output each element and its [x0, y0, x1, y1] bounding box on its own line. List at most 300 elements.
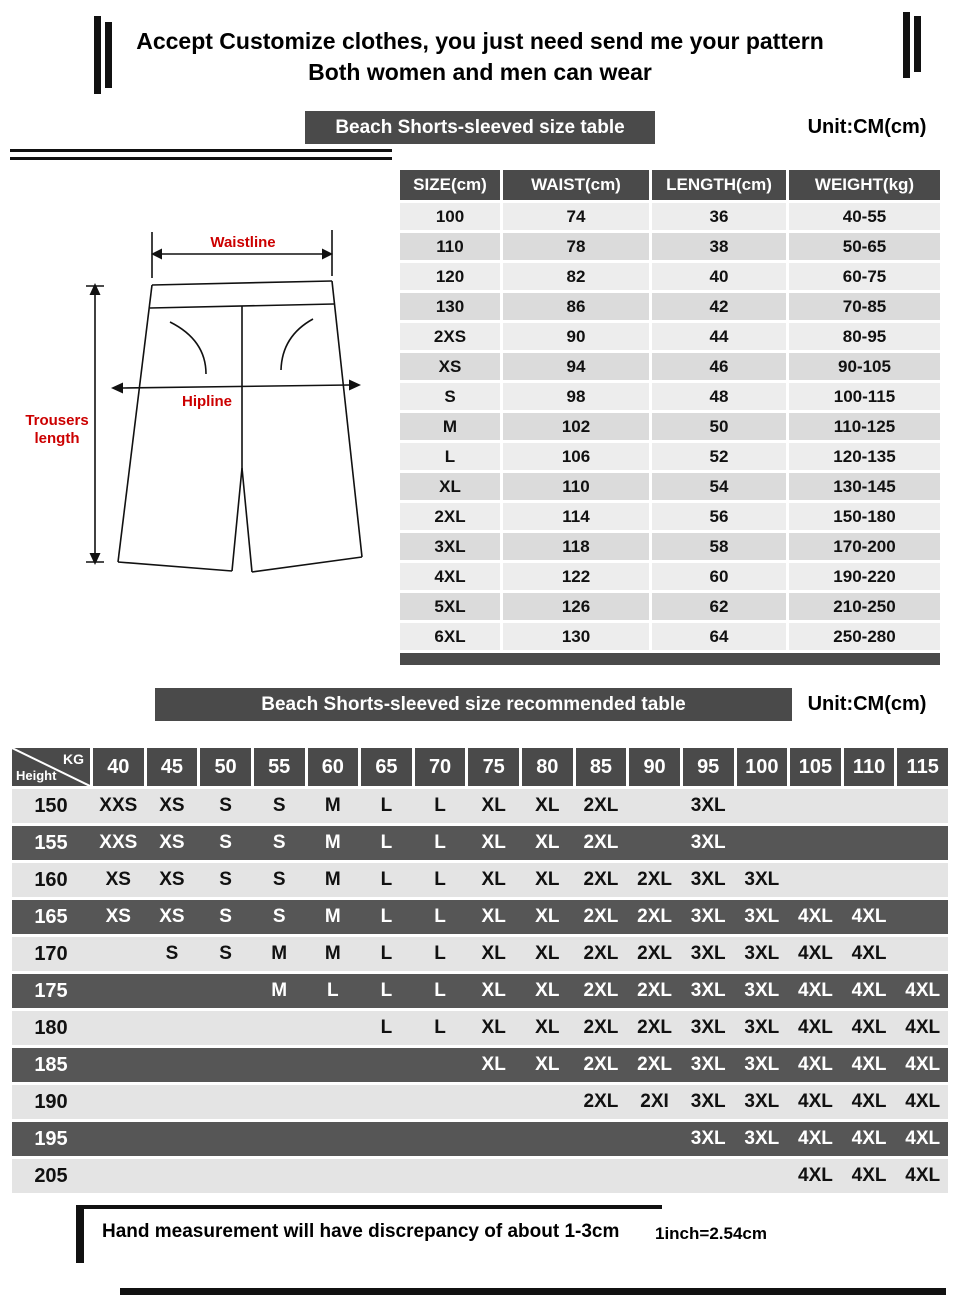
- size-table-row: [400, 383, 940, 410]
- recommended-size-cell: [147, 1048, 198, 1082]
- size-table-cell: 120: [400, 263, 500, 290]
- recommended-size-cell: [361, 1085, 412, 1119]
- recommended-size-cell: L: [434, 943, 446, 964]
- recommended-size-cell: [308, 1122, 359, 1156]
- weight-header-cell: 90: [629, 748, 680, 786]
- recommended-size-cell: [254, 1159, 305, 1193]
- recommended-table-row: [12, 900, 948, 934]
- recommended-size-cell: [415, 1159, 466, 1193]
- size-table-cell: 110: [400, 233, 500, 260]
- size-table-cell: 130-145: [789, 473, 940, 500]
- size-table-cell: 50-65: [789, 233, 940, 260]
- recommended-table-row: [12, 1048, 948, 1082]
- recommended-size-cell: 3XL: [744, 1091, 780, 1112]
- recommended-size-cell: 4XL: [798, 1165, 833, 1186]
- height-label-cell: 160: [34, 868, 68, 891]
- recommended-size-cell: [254, 1122, 305, 1156]
- recommended-table-row: [12, 826, 948, 860]
- recommended-size-cell: 3XL: [690, 795, 726, 816]
- size-table-row: [400, 533, 940, 560]
- recommended-size-cell: XL: [481, 906, 506, 927]
- size-table-row: [400, 413, 940, 440]
- measurement-note: Hand measurement will have discrepancy of about 1-3cm: [102, 1221, 620, 1242]
- section1-unit-label: Unit:CM(cm): [807, 116, 927, 138]
- size-table-cell: 114: [503, 503, 649, 530]
- size-table-cell: 122: [503, 563, 649, 590]
- recommended-size-cell: 3XL: [690, 943, 726, 964]
- size-table-row: [400, 203, 940, 230]
- recommended-size-cell: S: [219, 869, 232, 890]
- recommended-size-cell: L: [380, 943, 393, 964]
- recommended-size-cell: 3XL: [744, 906, 780, 927]
- recommended-size-cell: S: [272, 869, 286, 890]
- recommended-size-cell: [147, 1085, 198, 1119]
- weight-header-cell: 85: [576, 748, 627, 786]
- recommended-size-cell: [415, 1085, 466, 1119]
- size-table-cell: 42: [652, 293, 786, 320]
- recommended-size-cell: S: [272, 832, 286, 853]
- recommended-table-row: [12, 1159, 948, 1193]
- size-table-cell: 5XL: [400, 593, 500, 620]
- recommended-size-cell: 3XL: [744, 1128, 780, 1149]
- size-table-cell: 2XS: [400, 323, 500, 350]
- recommended-table-row: [12, 1011, 948, 1045]
- height-label-cell: 205: [34, 1164, 68, 1187]
- size-table-cell: 62: [652, 593, 786, 620]
- recommended-size-cell: 2XL: [637, 1017, 672, 1038]
- size-table-cell: 126: [503, 593, 649, 620]
- recommended-size-cell: XL: [535, 1054, 560, 1075]
- recommended-size-cell: L: [380, 832, 393, 853]
- divider-line: [10, 157, 392, 160]
- recommended-size-cell: [468, 1122, 519, 1156]
- recommended-size-cell: 3XL: [690, 832, 726, 853]
- recommended-size-cell: 3XL: [690, 1017, 726, 1038]
- recommended-size-cell: L: [434, 795, 446, 816]
- section1-title-bar: Beach Shorts-sleeved size table: [305, 111, 655, 144]
- recommended-size-cell: XL: [481, 980, 506, 1001]
- height-label-cell: 175: [34, 979, 68, 1002]
- size-table-cell: 80-95: [789, 323, 940, 350]
- recommended-size-cell: S: [219, 795, 232, 816]
- recommended-size-cell: S: [219, 832, 232, 853]
- corner-height-label: Height: [16, 768, 57, 783]
- recommended-size-cell: [93, 1122, 144, 1156]
- recommended-size-cell: 3XL: [690, 1054, 726, 1075]
- waistline-label: Waistline: [210, 234, 276, 251]
- recommended-size-cell: 2XL: [583, 795, 619, 816]
- recommended-size-cell: 2XI: [640, 1091, 669, 1112]
- recommended-size-cell: XXS: [99, 832, 138, 853]
- recommended-size-cell: 4XL: [851, 1017, 887, 1038]
- trousers-length-label-line1: Trousers: [25, 412, 89, 429]
- kg-height-corner-cell: [12, 748, 90, 786]
- recommended-size-cell: XS: [105, 906, 131, 927]
- recommended-size-cell: 3XL: [744, 869, 780, 890]
- recommended-size-cell: [308, 1011, 359, 1045]
- size-table-cell: 130: [503, 623, 649, 650]
- size-table-cell: 60: [652, 563, 786, 590]
- recommended-size-cell: L: [380, 795, 393, 816]
- size-table-cell: 4XL: [400, 563, 500, 590]
- recommended-size-cell: [361, 1122, 412, 1156]
- recommended-size-cell: [200, 1048, 251, 1082]
- recommended-size-cell: XL: [481, 1054, 506, 1075]
- size-table-cell: 44: [652, 323, 786, 350]
- size-table-cell: 94: [503, 353, 649, 380]
- footer-left-bar: [76, 1205, 84, 1263]
- size-table-cell: 40-55: [789, 203, 940, 230]
- size-table-cell: 6XL: [400, 623, 500, 650]
- recommended-size-cell: 4XL: [905, 980, 941, 1001]
- size-table-footer-bar: [400, 653, 940, 665]
- size-table-cell: XS: [400, 353, 500, 380]
- recommended-size-cell: M: [324, 869, 341, 890]
- recommended-size-cell: [200, 1122, 251, 1156]
- recommended-size-cell: XS: [159, 832, 185, 853]
- recommended-size-cell: [93, 974, 144, 1008]
- recommended-size-cell: 2XL: [583, 980, 619, 1001]
- recommended-size-cell: 3XL: [744, 980, 780, 1001]
- recommended-size-cell: XL: [535, 1017, 560, 1038]
- recommended-size-cell: [790, 826, 841, 860]
- weight-header-cell: 75: [468, 748, 519, 786]
- recommended-size-cell: XL: [481, 1017, 506, 1038]
- recommended-size-cell: XL: [481, 943, 506, 964]
- recommended-size-cell: [415, 1122, 466, 1156]
- weight-header-cell: 45: [147, 748, 198, 786]
- recommended-size-cell: [147, 1011, 198, 1045]
- recommended-size-cell: 4XL: [798, 1017, 833, 1038]
- size-table-cell: 110-125: [789, 413, 940, 440]
- recommended-size-cell: 4XL: [905, 1017, 941, 1038]
- size-table-cell: 52: [652, 443, 786, 470]
- weight-header-cell: 100: [737, 748, 788, 786]
- recommended-size-cell: L: [380, 906, 393, 927]
- recommended-size-cell: M: [324, 943, 341, 964]
- recommended-table-row: [12, 789, 948, 823]
- recommended-size-cell: [147, 974, 198, 1008]
- size-table-cell: 58: [652, 533, 786, 560]
- recommended-size-cell: [683, 1159, 734, 1193]
- size-table-cell: 102: [503, 413, 649, 440]
- recommended-size-cell: XL: [481, 795, 506, 816]
- size-table-row: [400, 503, 940, 530]
- recommended-table-row: [12, 863, 948, 897]
- recommended-size-cell: L: [434, 1017, 446, 1038]
- size-table-cell: 118: [503, 533, 649, 560]
- recommended-size-cell: [737, 826, 788, 860]
- size-table-row: [400, 563, 940, 590]
- recommended-size-cell: 4XL: [798, 1128, 833, 1149]
- recommended-size-cell: 3XL: [744, 1017, 780, 1038]
- section2-unit-label: Unit:CM(cm): [807, 693, 927, 715]
- recommended-size-cell: XL: [535, 980, 560, 1001]
- recommended-size-cell: [576, 1122, 627, 1156]
- recommended-size-cell: 2XL: [583, 943, 619, 964]
- recommended-size-cell: [415, 1048, 466, 1082]
- recommended-size-cell: [737, 789, 788, 823]
- recommended-size-cell: XS: [105, 869, 131, 890]
- weight-header-cell: 65: [361, 748, 412, 786]
- size-table-cell: 170-200: [789, 533, 940, 560]
- size-table-row: [400, 473, 940, 500]
- recommended-size-cell: [522, 1159, 573, 1193]
- size-table: [400, 170, 940, 665]
- size-table-cell: 150-180: [789, 503, 940, 530]
- size-table-cell: 38: [652, 233, 786, 260]
- recommended-table-row: [12, 1085, 948, 1119]
- recommended-size-cell: 4XL: [798, 906, 833, 927]
- weight-header-cell: 80: [522, 748, 573, 786]
- recommended-size-cell: 2XL: [637, 1054, 672, 1075]
- size-table-cell: 120-135: [789, 443, 940, 470]
- recommended-size-cell: M: [271, 980, 288, 1001]
- recommended-size-cell: 4XL: [905, 1165, 941, 1186]
- height-label-cell: 150: [34, 794, 68, 817]
- weight-header-cell: 50: [200, 748, 251, 786]
- recommended-size-cell: [468, 1085, 519, 1119]
- size-table-cell: 82: [503, 263, 649, 290]
- size-table-cell: 90: [503, 323, 649, 350]
- recommended-size-cell: 4XL: [798, 980, 833, 1001]
- height-label-cell: 170: [34, 942, 68, 965]
- size-table-cell: 100: [400, 203, 500, 230]
- recommended-size-cell: 2XL: [637, 980, 672, 1001]
- size-table-cell: XL: [400, 473, 500, 500]
- recommended-size-cell: 2XL: [583, 832, 619, 853]
- size-table-row: [400, 593, 940, 620]
- recommended-size-cell: [361, 1159, 412, 1193]
- recommended-size-cell: [93, 1085, 144, 1119]
- recommended-size-cell: XS: [159, 906, 185, 927]
- recommended-size-cell: 2XL: [637, 869, 672, 890]
- recommended-table: [12, 748, 948, 1196]
- recommended-size-cell: [897, 789, 948, 823]
- section2-title-bar: Beach Shorts-sleeved size recommended table: [155, 688, 792, 721]
- recommended-size-cell: 3XL: [744, 1054, 780, 1075]
- recommended-size-cell: [897, 826, 948, 860]
- recommended-size-cell: 2XL: [583, 869, 619, 890]
- weight-header-cell: 60: [308, 748, 359, 786]
- shorts-diagram: [10, 222, 395, 622]
- recommended-size-cell: XL: [535, 869, 560, 890]
- recommended-table-row: [12, 1122, 948, 1156]
- recommended-size-cell: [93, 1048, 144, 1082]
- size-table-cell: L: [400, 443, 500, 470]
- recommended-size-cell: [254, 1011, 305, 1045]
- size-table-cell: S: [400, 383, 500, 410]
- recommended-size-cell: L: [434, 832, 446, 853]
- recommended-size-cell: [147, 1122, 198, 1156]
- recommended-size-cell: XS: [159, 795, 185, 816]
- size-table-row: [400, 233, 940, 260]
- recommended-table-body: [12, 789, 948, 1193]
- size-table-cell: M: [400, 413, 500, 440]
- size-table-cell: 106: [503, 443, 649, 470]
- size-table-cell: 60-75: [789, 263, 940, 290]
- recommended-size-cell: [897, 937, 948, 971]
- recommended-size-cell: [844, 863, 895, 897]
- recommended-size-cell: L: [327, 980, 339, 1001]
- recommended-size-cell: 4XL: [851, 943, 887, 964]
- recommended-size-cell: XXS: [99, 795, 138, 816]
- recommended-size-cell: [790, 863, 841, 897]
- size-table-cell: 70-85: [789, 293, 940, 320]
- recommended-size-cell: 3XL: [690, 869, 726, 890]
- recommended-size-cell: S: [219, 943, 232, 964]
- recommended-size-cell: [254, 1085, 305, 1119]
- size-table-cell: 40: [652, 263, 786, 290]
- divider-line: [10, 149, 392, 152]
- size-table-row: [400, 443, 940, 470]
- banner-line-2: Both women and men can wear: [308, 59, 652, 85]
- inch-conversion-note: 1inch=2.54cm: [655, 1224, 767, 1243]
- recommended-size-cell: M: [324, 832, 341, 853]
- size-table-row: [400, 293, 940, 320]
- recommended-size-cell: [629, 1159, 680, 1193]
- recommended-size-cell: [468, 1159, 519, 1193]
- weight-header-cell: 70: [415, 748, 466, 786]
- recommended-size-cell: [522, 1122, 573, 1156]
- height-label-cell: 180: [34, 1016, 68, 1039]
- height-label-cell: 195: [34, 1127, 68, 1150]
- recommended-size-cell: [361, 1048, 412, 1082]
- size-table-cell: 46: [652, 353, 786, 380]
- height-label-cell: 185: [34, 1053, 68, 1076]
- size-table-cell: 36: [652, 203, 786, 230]
- hipline-label: Hipline: [181, 393, 233, 410]
- recommended-size-cell: [897, 863, 948, 897]
- recommended-size-cell: 4XL: [851, 906, 887, 927]
- recommended-size-cell: [200, 1011, 251, 1045]
- footer-top-line: [76, 1205, 662, 1209]
- size-table-header-cell: SIZE(cm): [400, 170, 500, 200]
- recommended-size-cell: XL: [535, 832, 560, 853]
- recommended-size-cell: 4XL: [905, 1128, 941, 1149]
- recommended-size-cell: 4XL: [851, 1128, 887, 1149]
- recommended-size-cell: [844, 826, 895, 860]
- height-label-cell: 165: [34, 905, 68, 928]
- recommended-size-cell: 3XL: [690, 980, 726, 1001]
- recommended-size-cell: [200, 1085, 251, 1119]
- recommended-size-cell: S: [272, 906, 286, 927]
- size-table-body: [400, 203, 940, 650]
- banner-line-1: Accept Customize clothes, you just need send me your pattern: [136, 28, 824, 54]
- recommended-size-cell: XL: [535, 943, 560, 964]
- recommended-size-cell: L: [434, 906, 446, 927]
- recommended-size-cell: [576, 1159, 627, 1193]
- weight-header-cell: 105: [790, 748, 841, 786]
- recommended-size-cell: [308, 1085, 359, 1119]
- recommended-size-cell: 4XL: [798, 1054, 833, 1075]
- recommended-size-cell: 3XL: [744, 943, 780, 964]
- height-label-cell: 190: [34, 1090, 68, 1113]
- recommended-size-cell: [790, 789, 841, 823]
- size-table-cell: 98: [503, 383, 649, 410]
- recommended-size-cell: 4XL: [905, 1091, 941, 1112]
- recommended-size-cell: 4XL: [905, 1054, 941, 1075]
- size-table-cell: 110: [503, 473, 649, 500]
- recommended-size-cell: L: [380, 980, 393, 1001]
- recommended-size-cell: L: [434, 980, 446, 1001]
- recommended-size-cell: XL: [535, 906, 560, 927]
- recommended-size-cell: M: [271, 943, 288, 964]
- recommended-size-cell: [200, 974, 251, 1008]
- trousers-length-label-line2: length: [34, 430, 80, 447]
- recommended-size-cell: [308, 1048, 359, 1082]
- size-table-cell: 2XL: [400, 503, 500, 530]
- recommended-size-cell: L: [380, 1017, 393, 1038]
- recommended-size-cell: [93, 937, 144, 971]
- size-table-cell: 74: [503, 203, 649, 230]
- recommended-size-cell: 2XL: [583, 1091, 619, 1112]
- recommended-size-cell: [308, 1159, 359, 1193]
- recommended-size-cell: M: [324, 795, 341, 816]
- recommended-size-cell: [254, 1048, 305, 1082]
- size-table-cell: 3XL: [400, 533, 500, 560]
- size-table-header-cell: LENGTH(cm): [652, 170, 786, 200]
- corner-kg-label: KG: [63, 751, 84, 767]
- recommended-size-cell: 4XL: [798, 943, 833, 964]
- recommended-size-cell: [147, 1159, 198, 1193]
- size-table-header-cell: WAIST(cm): [503, 170, 649, 200]
- recommended-size-cell: 4XL: [798, 1091, 833, 1112]
- recommended-size-cell: [200, 1159, 251, 1193]
- recommended-size-cell: [93, 1011, 144, 1045]
- size-table-cell: 56: [652, 503, 786, 530]
- banner: [0, 26, 960, 88]
- weight-header-cell: 55: [254, 748, 305, 786]
- size-table-header-row: [400, 170, 940, 200]
- size-table-cell: 100-115: [789, 383, 940, 410]
- recommended-size-cell: 3XL: [690, 1091, 726, 1112]
- recommended-size-cell: [629, 1122, 680, 1156]
- recommended-size-cell: 2XL: [583, 906, 619, 927]
- recommended-size-cell: 2XL: [583, 1054, 619, 1075]
- weight-header-cell: 40: [93, 748, 144, 786]
- recommended-size-cell: L: [380, 869, 393, 890]
- recommended-size-cell: [93, 1159, 144, 1193]
- recommended-size-cell: [629, 826, 680, 860]
- recommended-size-cell: [844, 789, 895, 823]
- size-table-cell: 54: [652, 473, 786, 500]
- recommended-size-cell: 4XL: [851, 1091, 887, 1112]
- size-table-row: [400, 353, 940, 380]
- recommended-size-cell: [629, 789, 680, 823]
- size-table-cell: 90-105: [789, 353, 940, 380]
- recommended-size-cell: 2XL: [583, 1017, 619, 1038]
- recommended-size-cell: 2XL: [637, 943, 672, 964]
- size-table-cell: 50: [652, 413, 786, 440]
- recommended-size-cell: S: [165, 943, 179, 964]
- recommended-table-row: [12, 974, 948, 1008]
- recommended-size-cell: L: [434, 869, 446, 890]
- size-table-cell: 210-250: [789, 593, 940, 620]
- recommended-size-cell: 3XL: [690, 906, 726, 927]
- recommended-size-cell: [897, 900, 948, 934]
- weight-header-cell: 115: [897, 748, 948, 786]
- recommended-size-cell: 4XL: [851, 980, 887, 1001]
- recommended-header-row: [12, 748, 948, 786]
- recommended-size-cell: 2XL: [637, 906, 672, 927]
- recommended-size-cell: XL: [481, 869, 506, 890]
- recommended-size-cell: XL: [481, 832, 506, 853]
- size-table-row: [400, 623, 940, 650]
- recommended-size-cell: 4XL: [851, 1054, 887, 1075]
- recommended-size-cell: S: [219, 906, 232, 927]
- recommended-size-cell: XL: [535, 795, 560, 816]
